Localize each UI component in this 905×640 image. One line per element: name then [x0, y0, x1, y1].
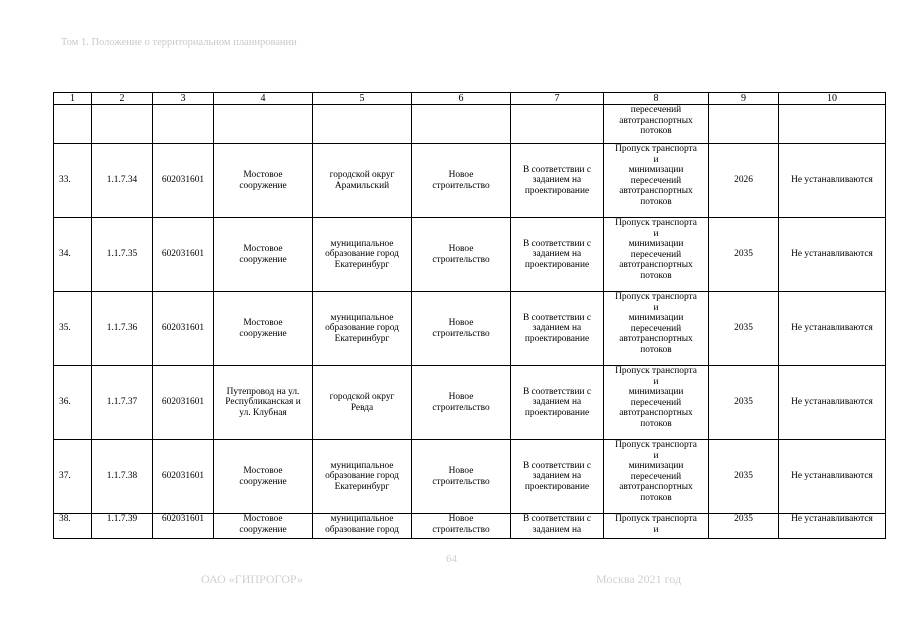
table-cell	[313, 105, 412, 144]
column-number: 3	[153, 93, 214, 105]
table-cell: 2035	[709, 440, 779, 514]
table-cell: Пропуск транспорта и минимизации пересечений автотранспортных потоков	[604, 218, 709, 292]
table-cell: 1.1.7.34	[92, 144, 153, 218]
table-cell: 37.	[54, 440, 92, 514]
table-cell: Пропуск транспорта и минимизации пересечений автотранспортных потоков	[604, 366, 709, 440]
table-cell: Новое строительство	[412, 440, 511, 514]
table-cell: пересечений автотранспортных потоков	[604, 105, 709, 144]
table-cell: Новое строительство	[412, 366, 511, 440]
table-row	[54, 292, 886, 366]
footer-city-year: Москва 2021 год	[596, 572, 682, 586]
table-cell: 602031601	[153, 440, 214, 514]
table-cell	[511, 105, 604, 144]
table-cell: 2026	[709, 144, 779, 218]
table-cell: Пропуск транспорта и минимизации пересечений автотранспортных потоков	[604, 144, 709, 218]
table-cell: 2035	[709, 514, 779, 539]
column-number: 5	[313, 93, 412, 105]
table-row	[54, 218, 886, 292]
column-number: 9	[709, 93, 779, 105]
table-cell	[54, 105, 92, 144]
table-cell: 602031601	[153, 218, 214, 292]
column-number: 2	[92, 93, 153, 105]
table-cell: Мостовое сооружение	[214, 292, 313, 366]
table-cell: Мостовое сооружение	[214, 440, 313, 514]
table-cell: В соответствии с заданием на проектирование	[511, 366, 604, 440]
table-cell	[153, 105, 214, 144]
table-cell	[709, 105, 779, 144]
table-cell: 1.1.7.36	[92, 292, 153, 366]
table-cell: В соответствии с заданием на проектирование	[511, 218, 604, 292]
table-cell: 2035	[709, 366, 779, 440]
page-number: 64	[446, 553, 457, 565]
table-cell	[214, 105, 313, 144]
table-row	[54, 144, 886, 218]
table-cell: Пропуск транспорта и минимизации пересечений автотранспортных потоков	[604, 292, 709, 366]
page-header: Том 1. Положение о территориальном планировании	[61, 37, 297, 48]
table-cell: Новое строительство	[412, 218, 511, 292]
column-number: 6	[412, 93, 511, 105]
table-cell: В соответствии с заданием на проектирование	[511, 292, 604, 366]
table-cell: Мостовое сооружение	[214, 514, 313, 539]
table-cell: Не устанавливаются	[779, 144, 886, 218]
table-cell: 33.	[54, 144, 92, 218]
table-cell: городской округ Ревда	[313, 366, 412, 440]
table-cell: 602031601	[153, 144, 214, 218]
table-cell: 1.1.7.35	[92, 218, 153, 292]
table-cell: Не устанавливаются	[779, 514, 886, 539]
footer-organization: ОАО «ГИПРОГОР»	[201, 572, 303, 586]
table-cell: Пропуск транспорта и	[604, 514, 709, 539]
table-cell: Новое строительство	[412, 144, 511, 218]
column-number: 4	[214, 93, 313, 105]
table-cell: Пропуск транспорта и минимизации пересечений автотранспортных потоков	[604, 440, 709, 514]
table-cell: муниципальное образование город	[313, 514, 412, 539]
table-cell: В соответствии с заданием на	[511, 514, 604, 539]
table-row	[54, 514, 886, 539]
table-cell: Новое строительство	[412, 292, 511, 366]
planning-table	[53, 92, 886, 539]
table-cell: Не устанавливаются	[779, 366, 886, 440]
table-row	[54, 440, 886, 514]
table-cell: 36.	[54, 366, 92, 440]
table-cell: Не устанавливаются	[779, 292, 886, 366]
column-number: 1	[54, 93, 92, 105]
table-cell: 1.1.7.39	[92, 514, 153, 539]
table-cell: Новое строительство	[412, 514, 511, 539]
table-cell: 2035	[709, 218, 779, 292]
table-cell: городской округ Арамильский	[313, 144, 412, 218]
table-cell: 35.	[54, 292, 92, 366]
table-cell: 602031601	[153, 514, 214, 539]
continuation-row	[54, 105, 886, 144]
table-cell: В соответствии с заданием на проектирование	[511, 440, 604, 514]
table-cell: 38.	[54, 514, 92, 539]
table-cell	[92, 105, 153, 144]
table-cell: 1.1.7.38	[92, 440, 153, 514]
table-cell: муниципальное образование город Екатеринбург	[313, 292, 412, 366]
table-cell: 34.	[54, 218, 92, 292]
table-cell: Путепровод на ул. Республиканская и ул. Клубная	[214, 366, 313, 440]
table-cell: Не устанавливаются	[779, 440, 886, 514]
table-cell	[779, 105, 886, 144]
column-number-row	[54, 93, 886, 105]
table-cell: В соответствии с заданием на проектирование	[511, 144, 604, 218]
table-cell: 602031601	[153, 366, 214, 440]
table-cell	[412, 105, 511, 144]
column-number: 7	[511, 93, 604, 105]
column-number: 10	[779, 93, 886, 105]
table-cell: муниципальное образование город Екатеринбург	[313, 218, 412, 292]
table-cell: Мостовое сооружение	[214, 218, 313, 292]
table-cell: Мостовое сооружение	[214, 144, 313, 218]
table-cell: 2035	[709, 292, 779, 366]
table-cell: 1.1.7.37	[92, 366, 153, 440]
table-row	[54, 366, 886, 440]
table-cell: муниципальное образование город Екатеринбург	[313, 440, 412, 514]
table-cell: 602031601	[153, 292, 214, 366]
table-cell: Не устанавливаются	[779, 218, 886, 292]
column-number: 8	[604, 93, 709, 105]
